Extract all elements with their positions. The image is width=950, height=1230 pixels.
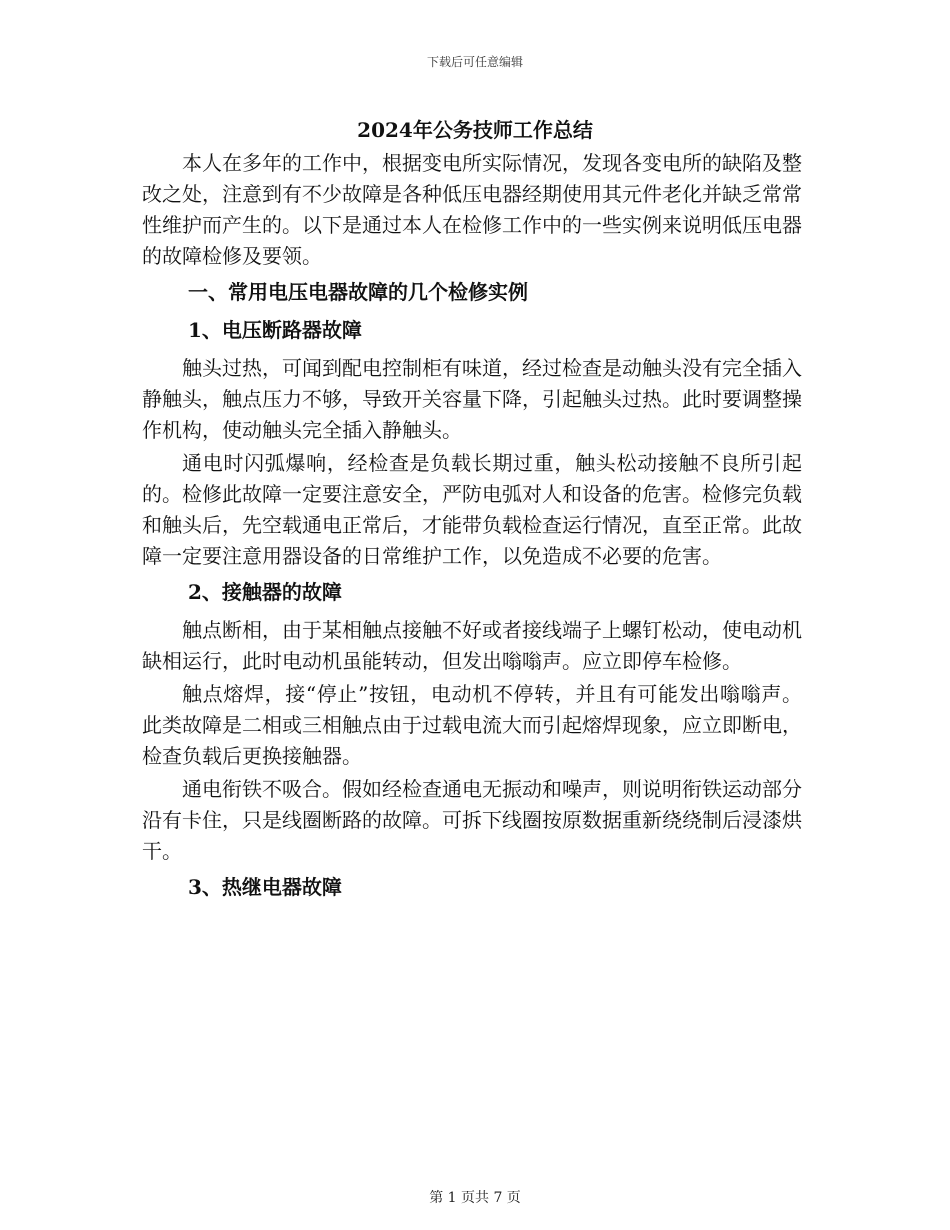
paragraph: 触点熔焊，接“停止”按钮，电动机不停转，并且有可能发出嗡嗡声。此类故障是二相或三相触点由于过载电流大而引起熔焊现象，应立即断电，检查负载后更换接触器。 xyxy=(142,682,802,768)
document-body xyxy=(142,148,802,910)
paragraph: 通电时闪弧爆响，经检查是负载长期过重，触头松动接触不良所引起的。检修此故障一定要注意安全，严防电弧对人和设备的危害。检修完负载和触头后，先空载通电正常后，才能带负载检查运行情况，直至正常。此故障一定要注意用器设备的日常维护工作，以免造成不必要的危害。 xyxy=(142,451,802,568)
paragraph: 触头过热，可闻到配电控制柜有味道，经过检查是动触头没有完全插入静触头，触点压力不够，导致开关容量下降，引起触头过热。此时要调整操作机构，使动触头完全插入静触头。 xyxy=(142,356,802,442)
paragraph: 通电衔铁不吸合。假如经检查通电无振动和噪声，则说明衔铁运动部分沿有卡住，只是线圈断路的故障。可拆下线圈按原数据重新绕绕制后浸漆烘干。 xyxy=(142,777,802,863)
paragraph: 本人在多年的工作中，根据变电所实际情况，发现各变电所的缺陷及整改之处，注意到有不少故障是各种低压电器经期使用其元件老化并缺乏常常性维护而产生的。以下是通过本人在检修工作中的一些实例来说明低压电器的故障检修及要领。 xyxy=(142,151,802,268)
page-header: 下载后可任意编辑 xyxy=(426,55,523,69)
paragraph: 触点断相，由于某相触点接触不好或者接线端子上螺钉松动，使电动机缺相运行，此时电动机虽能转动，但发出嗡嗡声。应立即停车检修。 xyxy=(142,618,802,673)
subsection-heading: 1、电压断路器故障 xyxy=(188,318,362,342)
subsection-heading: 3、热继电器故障 xyxy=(188,875,342,899)
section-heading: 一、常用电压电器故障的几个检修实例 xyxy=(188,280,528,304)
page-footer: 第 1 页共 7 页 xyxy=(429,1190,521,1206)
subsection-heading: 2、接触器的故障 xyxy=(188,580,342,604)
document-title: 2024年公务技师工作总结 xyxy=(357,118,593,142)
